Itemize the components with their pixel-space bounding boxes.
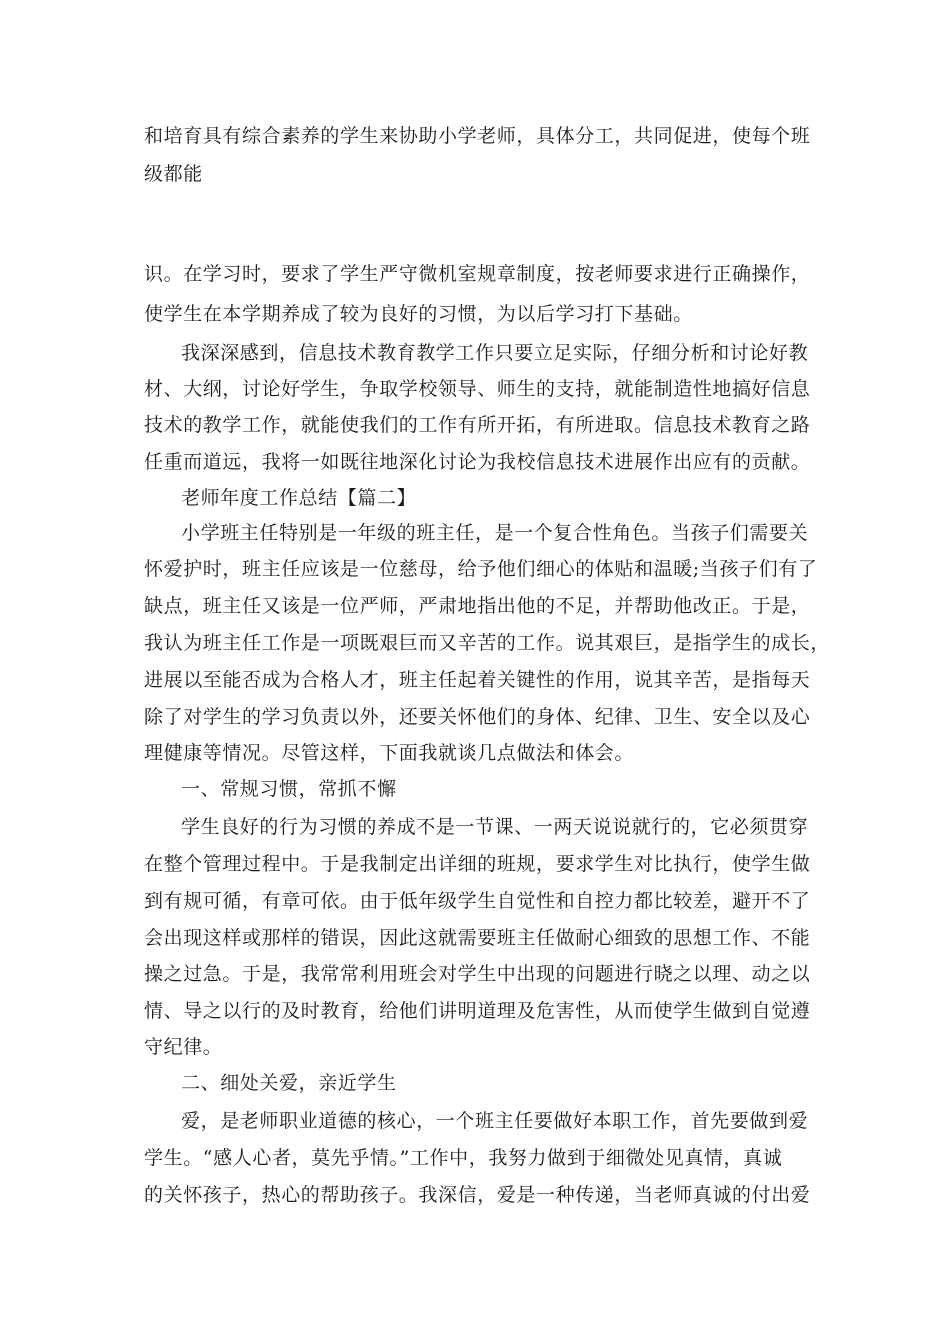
paragraph-line: 级都能 — [144, 163, 203, 185]
paragraph-line: 我深深感到，信息技术教育教学工作只要立足实际，仔细分析和讨论好教 — [181, 342, 809, 364]
paragraph-line: 守纪律。 — [144, 1036, 223, 1058]
paragraph-line: 除了对学生的学习负责以外，还要关怀他们的身体、纪律、卫生、安全以及心 — [144, 706, 811, 728]
paragraph-line: 进展以至能否成为合格人才，班主任起着关键性的作用，说其辛苦，是指每天 — [144, 669, 811, 691]
paragraph-line: 小学班主任特别是一年级的班主任，是一个复合性角色。当孩子们需要关 — [181, 522, 809, 544]
paragraph-line: 在整个管理过程中。于是我制定出详细的班规，要求学生对比执行，使学生做 — [144, 853, 811, 875]
paragraph-line: 学生良好的行为习惯的养成不是一节课、一两天说说就行的，它必须贯穿 — [181, 816, 809, 838]
paragraph-line: 识。在学习时，要求了学生严守微机室规章制度，按老师要求进行正确操作， — [144, 263, 811, 285]
paragraph-line: 我认为班主任工作是一项既艰巨而又辛苦的工作。说其艰巨，是指学生的成长， — [144, 632, 831, 654]
paragraph-line: 和培育具有综合素养的学生来协助小学老师，具体分工，共同促进，使每个班 — [144, 125, 811, 147]
paragraph-line: 怀爱护时，班主任应该是一位慈母，给予他们细心的体贴和温暖;当孩子们有了 — [144, 558, 818, 580]
paragraph-line: 理健康等情况。尽管这样，下面我就谈几点做法和体会。 — [144, 742, 635, 764]
paragraph-line: 会出现这样或那样的错误，因此这就需要班主任做耐心细致的思想工作、不能 — [144, 927, 811, 949]
paragraph-line: 操之过急。于是，我常常利用班会对学生中出现的问题进行晓之以理、动之以 — [144, 963, 811, 985]
paragraph-line: 缺点，班主任又该是一位严师，严肃地指出他的不足，并帮助他改正。于是， — [144, 595, 811, 617]
paragraph-line: 材、大纲，讨论好学生，争取学校领导、师生的支持，就能制造性地搞好信息 — [144, 378, 811, 400]
paragraph-line: 学生。“感人心者，莫先乎情。”工作中，我努力做到于细微处见真情，真诚 — [144, 1147, 783, 1169]
section-heading: 二、细处关爱，亲近学生 — [181, 1072, 397, 1094]
paragraph-line: 情、导之以行的及时教育，给他们讲明道理及危害性，从而使学生做到自觉遵 — [144, 1000, 811, 1022]
section-heading: 老师年度工作总结【篇二】 — [181, 487, 417, 509]
paragraph-line: 爱，是老师职业道德的核心，一个班主任要做好本职工作，首先要做到爱 — [181, 1110, 809, 1132]
paragraph-line: 任重而道远，我将一如既往地深化讨论为我校信息技术进展作出应有的贡献。 — [144, 451, 811, 473]
paragraph-line: 使学生在本学期养成了较为良好的习惯，为以后学习打下基础。 — [144, 303, 693, 325]
paragraph-line: 到有规可循，有章可依。由于低年级学生自觉性和自控力都比较差，避开不了 — [144, 890, 811, 912]
paragraph-line: 的关怀孩子，热心的帮助孩子。我深信，爱是一种传递，当老师真诚的付出爱 — [144, 1184, 811, 1206]
section-heading: 一、常规习惯，常抓不懈 — [181, 778, 397, 800]
paragraph-line: 技术的教学工作，就能使我们的工作有所开拓，有所进取。信息技术教育之路 — [144, 414, 811, 436]
